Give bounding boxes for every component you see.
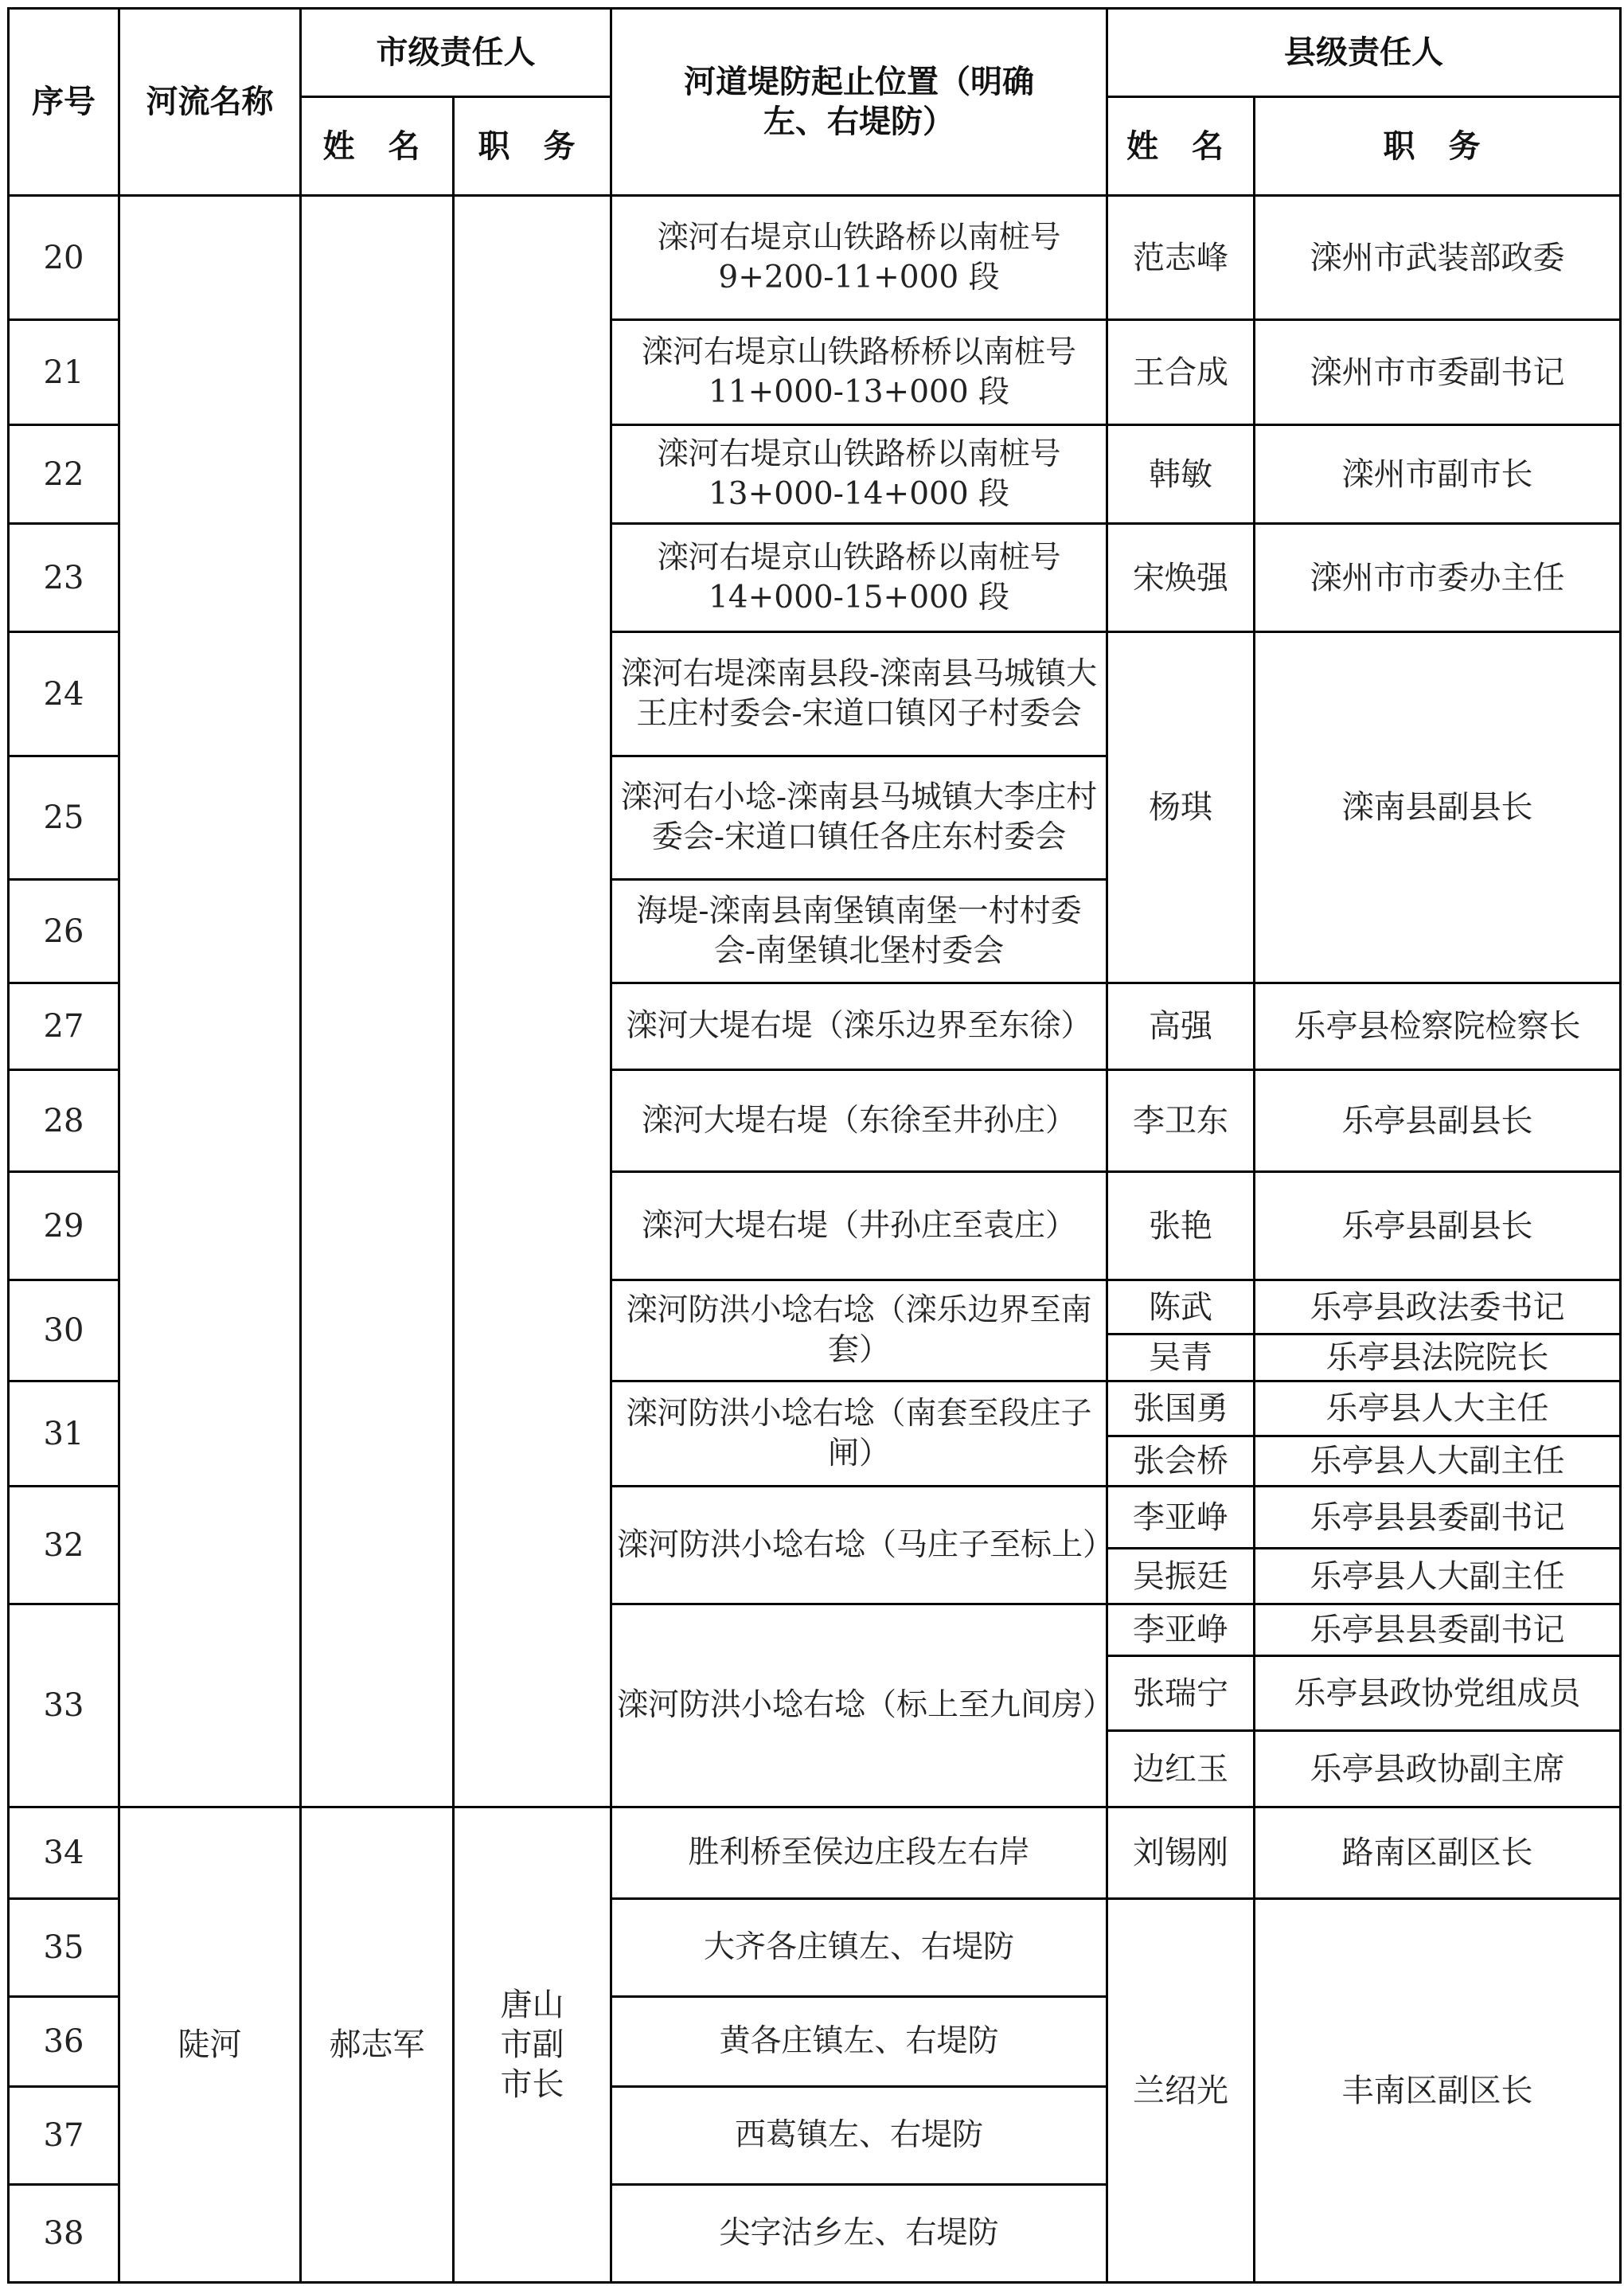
embankment-location: 滦河防洪小埝右埝（马庄子至标上） bbox=[611, 1487, 1107, 1604]
row-number: 25 bbox=[9, 756, 119, 880]
row-number: 37 bbox=[9, 2087, 119, 2185]
embankment-location: 胜利桥至侯边庄段左右岸 bbox=[611, 1807, 1107, 1899]
county-responsible-title: 乐亭县县委副书记 bbox=[1255, 1487, 1621, 1549]
county-responsible-name: 陈武 bbox=[1107, 1280, 1255, 1334]
city-responsible-title bbox=[454, 196, 611, 1807]
row-number: 26 bbox=[9, 880, 119, 983]
embankment-location: 滦河防洪小埝右埝（滦乐边界至南套） bbox=[611, 1280, 1107, 1381]
row-number: 31 bbox=[9, 1381, 119, 1487]
embankment-location: 滦河大堤右堤（井孙庄至袁庄） bbox=[611, 1172, 1107, 1280]
row-number: 33 bbox=[9, 1604, 119, 1807]
row-number: 35 bbox=[9, 1899, 119, 1997]
row-number: 34 bbox=[9, 1807, 119, 1899]
county-responsible-name: 张国勇 bbox=[1107, 1381, 1255, 1436]
county-responsible-name: 高强 bbox=[1107, 983, 1255, 1070]
embankment-location: 尖字沽乡左、右堤防 bbox=[611, 2185, 1107, 2283]
county-responsible-title: 乐亭县副县长 bbox=[1255, 1070, 1621, 1172]
county-responsible-title: 乐亭县政法委书记 bbox=[1255, 1280, 1621, 1334]
county-responsible-title: 乐亭县人大副主任 bbox=[1255, 1436, 1621, 1487]
county-responsible-title: 乐亭县法院院长 bbox=[1255, 1334, 1621, 1381]
row-number: 22 bbox=[9, 425, 119, 524]
county-responsible-title: 滦州市武装部政委 bbox=[1255, 196, 1621, 320]
embankment-location: 滦河右堤京山铁路桥以南桩号 9+200-11+000 段 bbox=[611, 196, 1107, 320]
county-responsible-name: 王合成 bbox=[1107, 320, 1255, 425]
county-responsible-name: 韩敏 bbox=[1107, 425, 1255, 524]
row-number: 23 bbox=[9, 524, 119, 632]
county-responsible-title: 滦州市市委办主任 bbox=[1255, 524, 1621, 632]
row-number: 36 bbox=[9, 1997, 119, 2087]
city-responsible-name bbox=[301, 196, 454, 1807]
county-responsible-name: 李亚峥 bbox=[1107, 1487, 1255, 1549]
header-county-title: 职 务 bbox=[1255, 97, 1621, 196]
embankment-location: 西葛镇左、右堤防 bbox=[611, 2087, 1107, 2185]
embankment-location: 滦河右小埝-滦南县马城镇大李庄村委会-宋道口镇任各庄东村委会 bbox=[611, 756, 1107, 880]
city-responsible-title: 唐山市副市长 bbox=[454, 1807, 611, 2283]
county-responsible-name: 宋焕强 bbox=[1107, 524, 1255, 632]
row-number: 30 bbox=[9, 1280, 119, 1381]
row-number: 32 bbox=[9, 1487, 119, 1604]
city-responsible-name: 郝志军 bbox=[301, 1807, 454, 2283]
row-number: 28 bbox=[9, 1070, 119, 1172]
header-city-title: 职 务 bbox=[454, 97, 611, 196]
table-row bbox=[9, 1807, 1621, 1899]
embankment-location: 大齐各庄镇左、右堤防 bbox=[611, 1899, 1107, 1997]
embankment-location: 滦河右堤京山铁路桥桥以南桩号 11+000-13+000 段 bbox=[611, 320, 1107, 425]
county-responsible-name: 范志峰 bbox=[1107, 196, 1255, 320]
county-responsible-title: 滦州市市委副书记 bbox=[1255, 320, 1621, 425]
header-county-name: 姓 名 bbox=[1107, 97, 1255, 196]
header-city-name: 姓 名 bbox=[301, 97, 454, 196]
header-county-group: 县级责任人 bbox=[1107, 9, 1621, 97]
county-responsible-name: 李亚峥 bbox=[1107, 1604, 1255, 1656]
county-responsible-title: 乐亭县政协党组成员 bbox=[1255, 1656, 1621, 1731]
county-responsible-name: 刘锡刚 bbox=[1107, 1807, 1255, 1899]
river-name bbox=[119, 196, 301, 1807]
table-row bbox=[9, 196, 1621, 320]
river-responsibility-table bbox=[7, 7, 1622, 2284]
row-number: 29 bbox=[9, 1172, 119, 1280]
county-responsible-title: 滦南县副县长 bbox=[1255, 632, 1621, 983]
county-responsible-title: 乐亭县县委副书记 bbox=[1255, 1604, 1621, 1656]
county-responsible-name: 杨琪 bbox=[1107, 632, 1255, 983]
river-name: 陡河 bbox=[119, 1807, 301, 2283]
county-responsible-name: 兰绍光 bbox=[1107, 1899, 1255, 2283]
header-river: 河流名称 bbox=[119, 9, 301, 196]
county-responsible-name: 张会桥 bbox=[1107, 1436, 1255, 1487]
county-responsible-name: 李卫东 bbox=[1107, 1070, 1255, 1172]
header-city-group: 市级责任人 bbox=[301, 9, 611, 97]
embankment-location: 黄各庄镇左、右堤防 bbox=[611, 1997, 1107, 2087]
embankment-location: 滦河右堤京山铁路桥以南桩号 14+000-15+000 段 bbox=[611, 524, 1107, 632]
county-responsible-title: 乐亭县人大主任 bbox=[1255, 1381, 1621, 1436]
embankment-location: 海堤-滦南县南堡镇南堡一村村委会-南堡镇北堡村委会 bbox=[611, 880, 1107, 983]
county-responsible-title: 乐亭县人大副主任 bbox=[1255, 1549, 1621, 1604]
embankment-location: 滦河大堤右堤（滦乐边界至东徐） bbox=[611, 983, 1107, 1070]
embankment-location: 滦河防洪小埝右埝（标上至九间房） bbox=[611, 1604, 1107, 1807]
county-responsible-name: 吴青 bbox=[1107, 1334, 1255, 1381]
row-number: 27 bbox=[9, 983, 119, 1070]
county-responsible-name: 边红玉 bbox=[1107, 1731, 1255, 1807]
embankment-location: 滦河右堤京山铁路桥以南桩号 13+000-14+000 段 bbox=[611, 425, 1107, 524]
embankment-location: 滦河右堤滦南县段-滦南县马城镇大王庄村委会-宋道口镇冈子村委会 bbox=[611, 632, 1107, 756]
county-responsible-name: 吴振廷 bbox=[1107, 1549, 1255, 1604]
county-responsible-title: 乐亭县检察院检察长 bbox=[1255, 983, 1621, 1070]
county-responsible-name: 张瑞宁 bbox=[1107, 1656, 1255, 1731]
table-body bbox=[9, 196, 1621, 2283]
row-number: 20 bbox=[9, 196, 119, 320]
county-responsible-title: 路南区副区长 bbox=[1255, 1807, 1621, 1899]
county-responsible-title: 乐亭县副县长 bbox=[1255, 1172, 1621, 1280]
header-location: 河道堤防起止位置（明确左、右堤防） bbox=[611, 9, 1107, 196]
header-no: 序号 bbox=[9, 9, 119, 196]
county-responsible-name: 张艳 bbox=[1107, 1172, 1255, 1280]
embankment-location: 滦河防洪小埝右埝（南套至段庄子闸） bbox=[611, 1381, 1107, 1487]
row-number: 24 bbox=[9, 632, 119, 756]
county-responsible-title: 丰南区副区长 bbox=[1255, 1899, 1621, 2283]
county-responsible-title: 乐亭县政协副主席 bbox=[1255, 1731, 1621, 1807]
county-responsible-title: 滦州市副市长 bbox=[1255, 425, 1621, 524]
row-number: 38 bbox=[9, 2185, 119, 2283]
embankment-location: 滦河大堤右堤（东徐至井孙庄） bbox=[611, 1070, 1107, 1172]
row-number: 21 bbox=[9, 320, 119, 425]
